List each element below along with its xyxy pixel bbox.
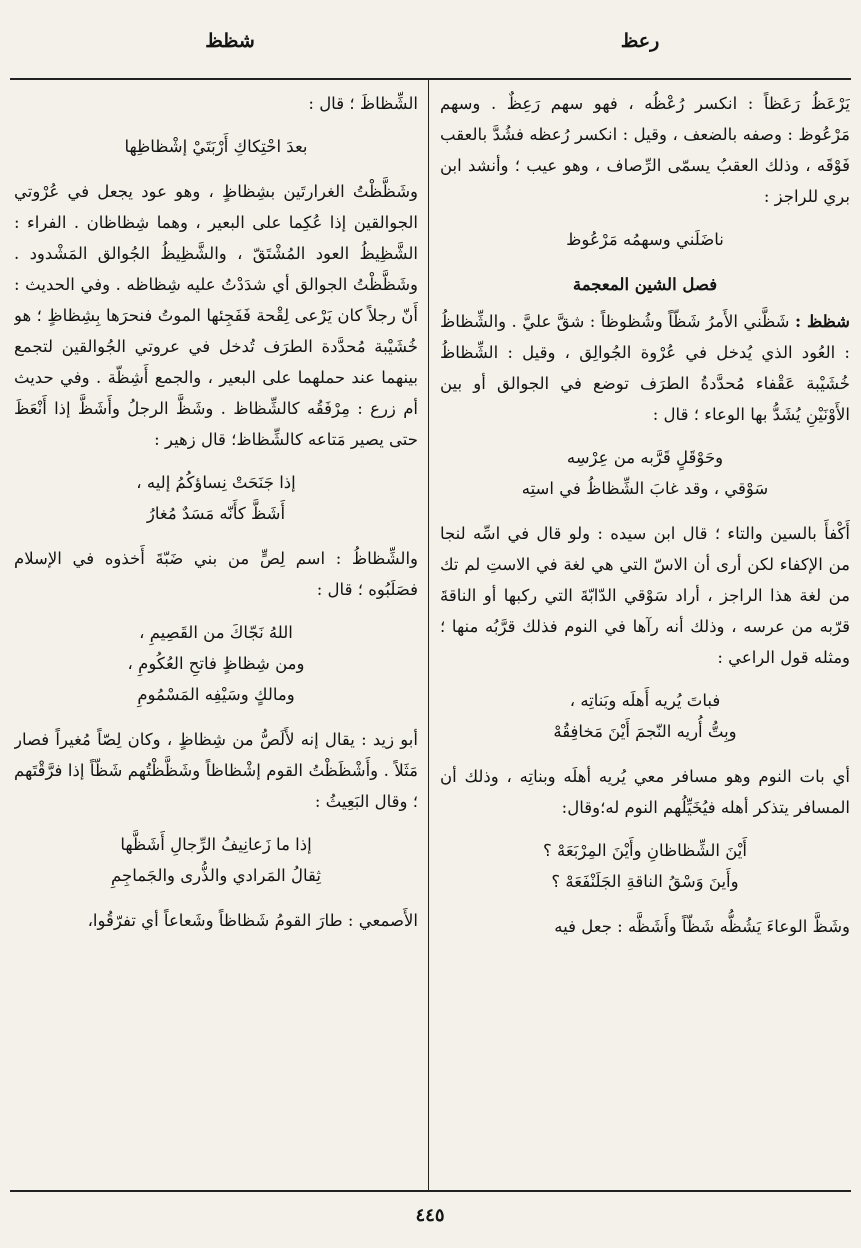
running-head-right: رعظ bbox=[620, 30, 660, 52]
column-divider bbox=[428, 80, 429, 1190]
verse-line: ناضَلَني وسهمُه مَرْعُوظ bbox=[566, 230, 724, 249]
verse bbox=[440, 224, 850, 255]
bottom-rule bbox=[10, 1190, 851, 1192]
verse bbox=[440, 442, 850, 504]
paragraph: الشِّظاظَ ؛ قال : bbox=[308, 94, 418, 113]
verse-line: فباتَ يُريه أَهلَه وبَناتِه ، bbox=[569, 691, 721, 710]
verse-line: بعدَ احْتِكاكِ أَرْبَتَيْ إشْظاظِها bbox=[124, 137, 308, 156]
verse bbox=[14, 467, 418, 529]
verse bbox=[14, 829, 418, 891]
verse-line: ومن شِظاظٍ فاتحِ العُكُومِ ، bbox=[127, 654, 305, 673]
verse bbox=[440, 685, 850, 747]
paragraph: أَكْفأَ بالسين والتاء ؛ قال ابن سيده : ولو قال في اسِّه لنجا من الإكفاء لكن أرى أن الاسّ التي هي لغة في الاستِ لم تك من لغة هذا الراجز ، أراد سَوْقي الدّابّةَ التي ركبها أو الناقةَ قرّبه من عرسه ، وذلك أنه رآها في النوم فذلك قرَّبُه منها ؛ ومثله قول الراعي : bbox=[440, 524, 850, 667]
verse-line: إذا ما زَعانِيفُ الرِّجالِ أَشَظَّها bbox=[120, 835, 312, 854]
verse-line: وأَينَ وَسْقُ الناقةِ الجَلَنْفَعَهْ ؟ bbox=[551, 872, 739, 891]
verse-line: اللهُ نَجّاكَ من القَصِيمِ ، bbox=[139, 623, 293, 642]
paragraph: والشِّظاظُ : اسم لِصٍّ من بني ضَبّةَ أَخذوه في الإسلام فصَلَبُوه ؛ قال : bbox=[14, 549, 418, 599]
verse-line: ومالكٍ وسَيْفِه المَسْمُومِ bbox=[137, 685, 295, 704]
page-number: ٤٤٥ bbox=[415, 1205, 445, 1226]
verse bbox=[440, 835, 850, 897]
verse-line: وحَوْقَلٍ قَرَّبه من عِرْسِه bbox=[566, 448, 724, 467]
verse bbox=[14, 131, 418, 162]
section-title: فصل الشين المعجمة bbox=[572, 275, 718, 294]
paragraph: الأَصمعي : طارَ القومُ شَظاظاً وشَعاعاً أي تفرّقُوا، bbox=[87, 911, 418, 930]
paragraph: وشَظَّظْتُ الغرارتَين بشِظاظٍ ، وهو عود يجعل في عُرْوتي الجوالقين إذا عُكِما على البعير ، وهما شِظاظان . الفراء : الشَّظِيظُ العود المُشْتَقّ ، والشَّظِيظُ الجُوالق المَشْدود . وشَظَّظْتُ الجوالق أي شدَدْتُ عليه شِظاظه . وفي الحديث : أَنّ رجلاً كان يَرْعى لِقْحة فَفَجِئها الموتُ فنحرَها بِشِظاظٍ ؛ هو خُشَيْبة مُحدَّدة الطرَف تُدخل في عروتي الجُوالقين لتجمع بينهما عند حملهما على البعير ، والجمع أَشِظّة . وفي حديث أم زرع : مِرْفَقُه كالشِّظاظ . وشَظَّ الرجلُ وأَشَظَّ إذا أَنْعَظَ حتى يصير مَتاعه كالشِّظاظ؛ قال زهير : bbox=[14, 182, 418, 449]
running-head-left: شظظ bbox=[205, 30, 255, 52]
entry-paragraph bbox=[440, 306, 850, 430]
verse-line: أَشَظَّ كأَنّه مَسَدٌ مُغارُ bbox=[146, 504, 286, 523]
verse bbox=[14, 617, 418, 710]
paragraph: وشَظَّ الوعاءَ يَشُظُّه شَظّاً وأَشَظَّه : جعل فيه bbox=[554, 917, 850, 936]
verse-line: ثِقالُ المَرادي والذُّرى والجَماجِمِ bbox=[111, 866, 321, 885]
verse-line: سَوْقي ، وقد غابَ الشِّظاظُ في استِه bbox=[521, 479, 769, 498]
verse-line: إذا جَنَحَتْ نِساؤكُمُ إليه ، bbox=[136, 473, 296, 492]
verse-line: وبِتُّ أُريه النّجمَ أَيْنَ مَخافِقُهْ bbox=[553, 722, 737, 741]
verse-line: أَيْنَ الشِّظاظانِ وأَيْنَ المِرْبَعَهْ ؟ bbox=[542, 841, 747, 860]
paragraph: أبو زيد : يقال إنه لأَلَصُّ من شِظاظٍ ، وكان لِصّاً مُغيراً فصار مَثَلاً . وأَشْظَظْتُ القوم إشْظاظاً وشَظَّظْتُهم شَظّاً إذا فرَّقْتَهم ؛ وقال البَعِيثُ : bbox=[14, 730, 418, 811]
right-column bbox=[440, 88, 850, 1184]
top-rule bbox=[10, 78, 851, 80]
paragraph-text: شَظَّني الأَمرُ شَظّاً وشُظوظاً : شقَّ عليَّ . والشِّظاظُ : العُود الذي يُدخل في عُرْوة الجُوالِق ، وقيل : الشِّظاظُ خُشَيْبة عَقْفاء مُحدَّدةُ الطرَف توضع في الجوالق أو بين الأَوْنَيْنِ يُشَدُّ بها الوعاء ؛ قال : bbox=[440, 312, 850, 424]
paragraph: يَرْعَظُ رَعَظاً : انكسر رُعْظُه ، فهو سهم رَعِظٌ . وسهم مَرْعُوظ : وصفه بالضعف ، وقيل : انكسر رُعظه فشُدَّ بالعقب فَوْقَه ، وذلك العقبُ يسمّى الرِّصاف ، وهو عيب ؛ وأنشد ابن بري للراجز : bbox=[440, 94, 850, 206]
headword: شظظ : bbox=[794, 312, 850, 331]
paragraph: أي بات النوم وهو مسافر معي يُريه أهلَه وبناتِه ، وذلك أن المسافر يتذكر أهله فيُخَيِّلُهم النوم له؛وقال: bbox=[440, 767, 850, 817]
left-column bbox=[14, 88, 418, 1184]
